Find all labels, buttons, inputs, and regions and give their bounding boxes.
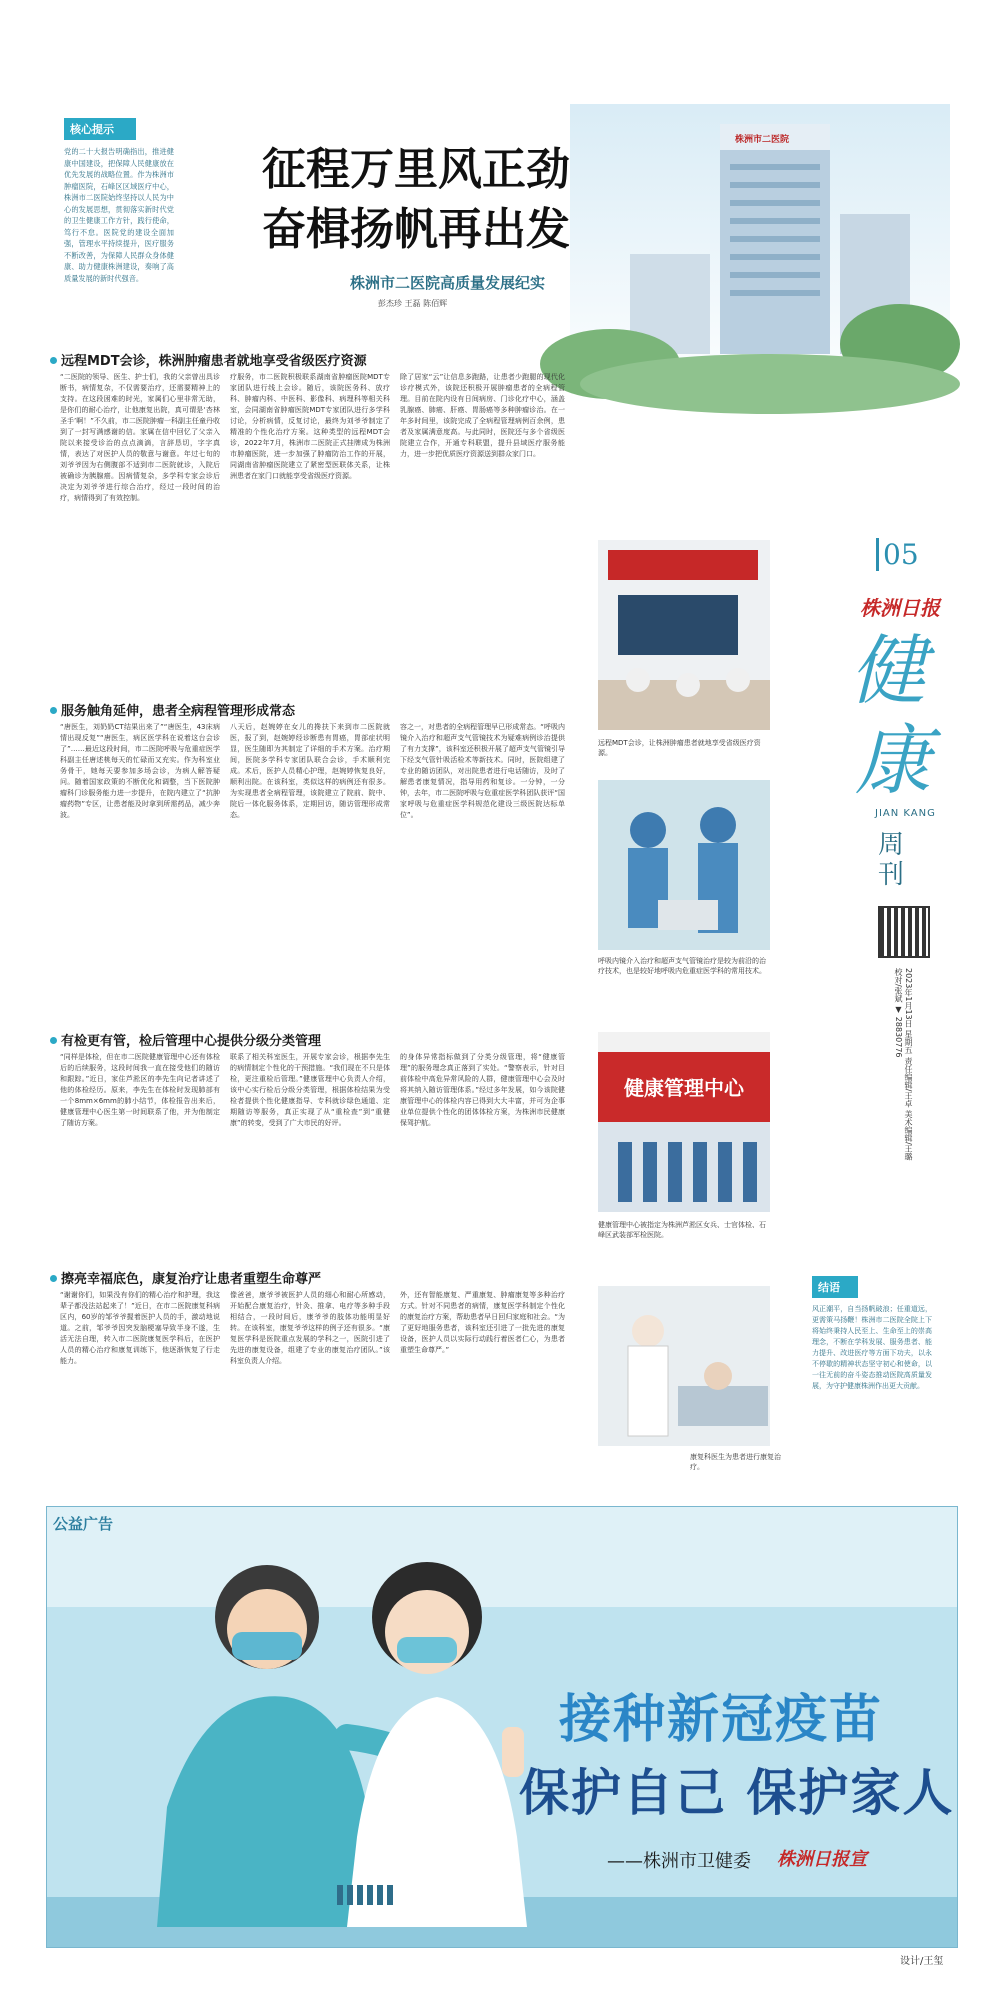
ad-line-2: 保护自己 保护家人 (519, 1764, 955, 1822)
section-1-title: 远程MDT会诊，株洲肿瘤患者就地享受省级医疗资源 (50, 350, 367, 369)
big-char-jian: 健 (850, 626, 926, 715)
masthead-meta: 2023年1月13日 星期五 责任编辑/王卓 美术编辑/王璐 校对/张斌 ▼ 28830776 (894, 968, 913, 1161)
section-1-col-1: “二医院的领导、医生、护士们，我的父亲曾出具诊断书，病情复杂，不仅需要治疗，还需要精神上的支持。在这段困难的时光，家属们心里非常无助，是你们的耐心治疗，让他康复出院，真可谓是‘杏林圣手’啊！”不久前，市二医院肿瘤一科副主任童丹收到了一封写满感谢的信。家属在信中回忆了父亲入院以来接受诊治的点点滴滴，言辞恳切，字字真情，表达了对医护人员的敬意与谢意。年过七旬的刘爷爷因为右侧腹部不适到市二医院就诊，入院后被确诊为胰腺癌。因病情复杂，多学科专家会诊后决定为刘爷爷进行综合治疗，经过一段时间的治疗，病情得到了有效控制。 (60, 373, 220, 502)
section-2-col-1: “唐医生，刘奶奶CT结果出来了”“唐医生，43床病情出现反复”“唐医生，病区医学科在说着这台会诊了”……最近这段时间，市二医院呼吸与危重症医学科副主任唐述桃每天的忙碌而又充实。作为科室业务骨干，她每天要参加多场会诊，为病人解答疑问。随着国家政策的不断优化和调整，当下医院肿瘤科门诊服务能力进一步提升，在院内建立了“抗肿瘤药物”专区，让患者能及时拿到所需药品，减少奔波。 (60, 723, 220, 819)
section-2-col-3: 容之一，对患者的全病程管理早已形成常态。“呼吸内镜介入治疗和超声支气管镜技术为疑难病例诊治提供了有力支撑”，该科室还积极开展了超声支气管镜引导下经支气管针吸活检术等新技术。同时，医院组建了专业的随访团队，对出院患者进行电话随访，及时了解患者康复情况，指导用药和复诊。一分钟，一分钟，去年，市二医院呼吸与危重症医学科团队获评“国家呼吸与危重症医学科规范化建设三级医院达标单位”。 (400, 723, 565, 819)
headline-title (262, 140, 592, 260)
mdt-consultation-photo (598, 540, 770, 730)
caption-endoscopy: 呼吸内镜介入治疗和超声支气管镜治疗是较为前沿的治疗技术，也是较好地呼吸内危重症医学科的常用技术。 (598, 957, 766, 975)
headline-line-2: 奋楫扬帆再出发 (262, 204, 570, 255)
rehab-photo (598, 1286, 770, 1446)
caption-mdt: 远程MDT会诊，让株洲肿瘤患者就地享受省级医疗资源。 (598, 739, 761, 757)
section-1-col-2: 疗服务，市二医院积极联系湖南省肿瘤医院MDT专家团队进行线上会诊。随后，该院医务科、放疗科、肿瘤内科、中医科、影像科、病理科等相关科室，会同湖南省肿瘤医院MDT专家团队进行多学科讨论，分析病情，反复讨论，最终为刘爷爷制定了精准的个性化治疗方案。这种类型的远程MDT会诊，2022年7月，株洲市二医院正式挂牌成为株洲市肿瘤医院，进一步加强了肿瘤防治工作的开展，同湖南省肿瘤医院建立了紧密型医联体关系，让株洲患者在家门口就能享受省级医疗资源。 (230, 373, 390, 480)
ad-line-1: 接种新冠疫苗 (559, 1690, 884, 1750)
building-sign: 株洲市二医院 (735, 135, 790, 145)
paper-name: 株洲日报 (860, 596, 940, 620)
core-summary-box (64, 118, 174, 363)
section-3-col-2: 联系了相关科室医生，开展专家会诊，根据李先生的病情制定个性化的干预措施。“我们现在不只是体检，更注重检后管理。”健康管理中心负责人介绍，该中心实行检后分级分类管理，根据体检结果为受检者提供个性化健康指导、专科就诊绿色通道、定期随访等服务，真正实现了从“重检查”到“重健康”的转变，受到了广大市民的好评。 (230, 1053, 390, 1127)
section-3-col-1: “同样是体检，但在市二医院健康管理中心还有体检后的后续服务，这段时间我一直在接受他们的随访和跟踪。”近日，家住芦淞区的李先生向记者讲述了他的体检经历。原来，李先生在体检时发现肺部有一个8mm×6mm的肺小结节，体检报告出来后，健康管理中心医生第一时间联系了他，并为他制定了随访方案。 (60, 1053, 220, 1127)
core-summary-text: 党的二十大报告明确指出，推进健康中国建设，把保障人民健康放在优先发展的战略位置。作为株洲市肿瘤医院，石峰区区域医疗中心，株洲市二医院始终坚持以人民为中心的发展思想，贯彻落实新时代党的卫生健康工作方针，践行使命，笃行不怠。医院党的建设全面加强，管理水平持续提升，医疗服务不断改善，为保障人民群众身体健康、助力健康株洲建设，奏响了高质量发展的新时代强音。 (64, 147, 174, 283)
core-summary-label: 核心提示 (64, 118, 136, 140)
endoscopy-photo (598, 780, 770, 950)
vaccine-ad (46, 1506, 958, 1948)
conclusion-label: 结语 (812, 1276, 858, 1298)
big-char-kang: 康 (855, 716, 931, 805)
section-3-title: 有检更有管，检后管理中心提供分级分类管理 (50, 1030, 321, 1049)
caption-health-center: 健康管理中心被指定为株洲芦淞区女兵、士官体检、石峰区武装部军检医院。 (598, 1221, 766, 1239)
section-2-title: 服务触角延伸，患者全病程管理形成常态 (50, 700, 295, 719)
authors: 彭杰珍 王磊 陈佰辉 (378, 299, 448, 308)
section-4-col-3: 外，还有智能康复、严重康复、肿瘤康复等多种治疗方式。针对不同患者的病情，康复医学科制定个性化的康复治疗方案，帮助患者早日回归家庭和社会。“为了更好地服务患者，该科室还引进了一批先进的康复设备，医护人员以实际行动践行着医者仁心，为患者重塑生命尊严。” (400, 1291, 565, 1354)
section-2-col-2: 八天后，赵婉婷在女儿的搀扶下来到市二医院就医，报了到，赵婉婷经诊断患有胃癌，胃部症状明显，医生随即为其制定了详细的手术方案。治疗期间，医院多学科专家团队联合会诊，手术顺利完成。术后，医护人员精心护理，赵婉婷恢复良好，顺利出院。在该科室，类似这样的病例还有很多。为实现患者全病程管理，该院建立了院前、院中、院后一体化服务体系，定期回访，随访管理形成常态。 (230, 723, 390, 819)
caption-rehab: 康复科医生为患者进行康复治疗。 (690, 1453, 781, 1471)
designer-credit: 设计/王玺 (900, 1956, 944, 1967)
page-number: 05 (876, 538, 919, 571)
building-illustration (570, 104, 950, 404)
conclusion-text: 风正潮平，自当扬帆破浪；任重道远，更需策马扬鞭！株洲市二医院全院上下将始终秉持人民至上、生命至上的崇高理念，不断在学科发展、服务患者、能力提升、改进医疗等方面下功夫，以永不停歇的精神状态坚守初心和使命，以一往无前的奋斗姿态推动医院高质量发展，为守护健康株洲作出更大贡献。 (812, 1305, 932, 1390)
section-4-col-2: 像爸爸，康爷爷被医护人员的细心和耐心所感动，开始配合康复治疗，针灸、推拿、电疗等多种手段相结合，一段时间后，康爷爷的肢体功能明显好转。在该科室，康复爷爷这样的例子还有很多。“康复医学科是医院重点发展的学科之一，医院引进了先进的康复设备，组建了专业的康复治疗团队。”该科室负责人介绍。 (230, 1291, 390, 1365)
health-center-sign: 健康管理中心 (624, 1076, 744, 1100)
ad-tag: 公益广告 (53, 1515, 114, 1533)
weekly-label: 周刊 (878, 830, 905, 890)
qr-code[interactable] (880, 908, 928, 956)
section-3-col-3: 的身体异常指标做到了分类分级管理，将“健康管理”的服务理念真正落到了实处。“警察表示，针对目前体检中高危异常风险的人群，健康管理中心会及时将其纳入随访管理体系。”经过多年发展，如今该院健康管理中心的体检内容已得到大大丰富，并可为企事业单位提供个性化的团体体检方案，为株洲市民健康保驾护航。 (400, 1053, 565, 1127)
section-1-col-3: 除了居家“云”让信息多跑路，让患者少跑腿的现代化诊疗模式外，该院还积极开展肿瘤患者的全病程管理。目前在院内设有日间病房、门诊化疗中心，涵盖乳腺癌、肺癌、肝癌、胃肠癌等多种肿瘤诊治。在一年多时间里，该院完成了全病程管理病例百余例，患者及家属满意度高。与此同时，医院还与多个省级医院建立合作，开通专科联盟，提升县域医疗服务能力，进一步把优质医疗资源送到群众家门口。 (400, 373, 565, 458)
conclusion-box (812, 1276, 932, 1476)
ad-sponsor: ——株洲市卫健委 (607, 1851, 751, 1872)
ad-sponsor-paper: 株洲日报宣 (777, 1849, 867, 1870)
pinyin: JIAN KANG (875, 808, 936, 819)
headline-line-1: 征程万里风正劲 (262, 144, 570, 195)
headline-subtitle: 株洲市二医院高质量发展纪实 (350, 274, 546, 292)
hospital-building-photo (570, 104, 950, 404)
section-4-title: 擦亮幸福底色，康复治疗让患者重塑生命尊严 (50, 1268, 321, 1287)
health-center-photo (598, 1032, 770, 1212)
section-4-col-1: “谢谢你们，如果没有你们的精心治疗和护理，我这辈子都没法站起来了！”近日，在市二医院康复科病区内，60岁的邹爷爷握着医护人员的手，激动地说道。之前，邹爷爷因突发脑梗塞导致半身不遂，生活无法自理，转入市二医院康复医学科后，在医护人员的精心治疗和康复训练下，他逐渐恢复了行走能力。 (60, 1291, 220, 1365)
